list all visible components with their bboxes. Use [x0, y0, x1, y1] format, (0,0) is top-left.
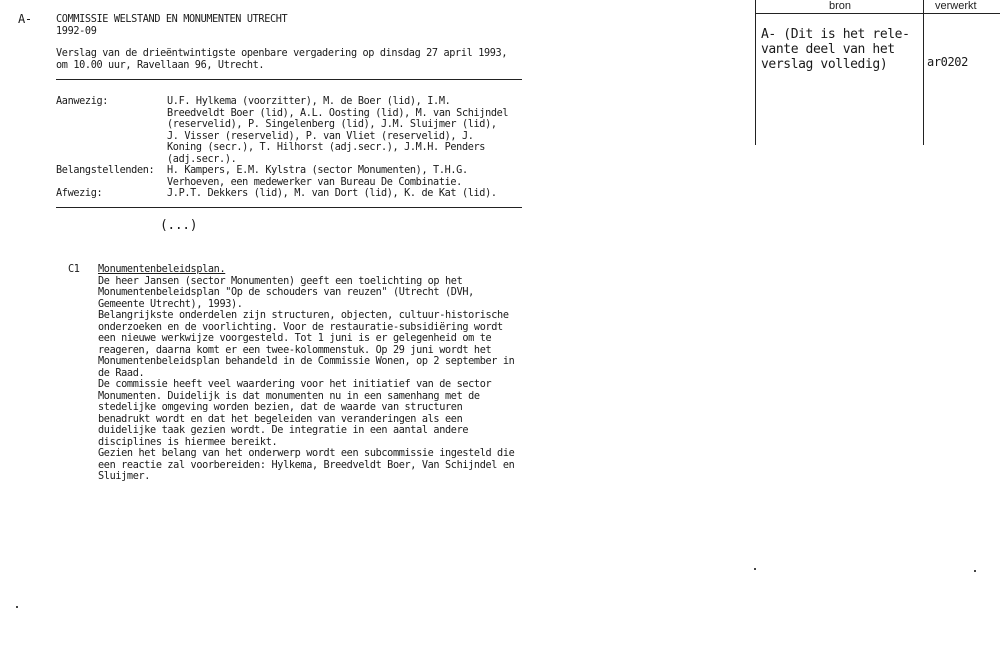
header-divider — [56, 79, 522, 80]
section-body — [98, 276, 514, 483]
body-line: Gemeente Utrecht), 1993). — [98, 298, 243, 310]
body-line: de Raad. — [98, 367, 145, 379]
body-line: Monumentenbeleidsplan "Op de schouders van reuzen" (Utrecht (DVH, — [98, 287, 474, 298]
side-table-left-border — [755, 0, 756, 145]
side-table-column-divider — [923, 0, 924, 145]
bron-note — [761, 27, 910, 72]
body-line: een reactie zal voorbereiden: Hylkema, Breedveldt Boer, Van Schijndel en — [98, 459, 515, 471]
scan-speck — [754, 568, 756, 570]
stakeholders-line: H. Kampers, E.M. Kylstra (sector Monumenten), T.H.G. — [167, 165, 468, 176]
body-line: Monumenten. Duidelijk is dat monumenten nu in een samenhang met de — [98, 390, 480, 402]
report-title-line-1: Verslag van de drieëntwintigste openbare vergadering op dinsdag 27 april 1993, — [56, 48, 508, 59]
stakeholders-list — [167, 165, 468, 188]
column-header-verwerkt: verwerkt — [935, 0, 977, 12]
body-line: duidelijke taak gezien wordt. De integratie in een aantal andere — [98, 425, 469, 436]
body-line: reageren, daarna komt er een twee-kolommenstuk. Op 29 juni wordt het — [98, 344, 492, 356]
attendance-divider — [56, 207, 522, 208]
committee-heading: COMMISSIE WELSTAND EN MONUMENTEN UTRECHT — [56, 14, 288, 25]
report-number: 1992-09 — [56, 26, 97, 37]
body-line: stedelijke omgeving worden bezien, dat de waarde van structuren — [98, 402, 463, 413]
body-line: Monumentenbeleidsplan behandeld in de Commissie Wonen, op 2 september in — [98, 356, 515, 367]
scan-speck — [974, 570, 976, 572]
present-line: (adj.secr.). — [167, 153, 237, 165]
present-line: Koning (secr.), T. Hilhorst (adj.secr.), J.M.H. Penders — [167, 142, 486, 153]
side-table-header-rule — [755, 13, 1000, 14]
body-line: disciplines is hiermee bereikt. — [98, 436, 278, 448]
omission-ellipsis: (...) — [160, 218, 198, 233]
present-line: J. Visser (reservelid), P. van Vliet (reservelid), J. — [167, 130, 474, 142]
stakeholders-line: Verhoeven, een medewerker van Bureau De Combinatie. — [167, 176, 462, 188]
present-line: U.F. Hylkema (voorzitter), M. de Boer (lid), I.M. — [167, 96, 451, 107]
column-header-bron: bron — [829, 0, 852, 12]
body-line: De commissie heeft veel waardering voor het initiatief van de sector — [98, 379, 492, 390]
report-title-line-2: om 10.00 uur, Ravellaan 96, Utrecht. — [56, 60, 265, 71]
body-line: De heer Jansen (sector Monumenten) geeft een toelichting op het — [98, 275, 463, 287]
body-line: benadrukt wordt en dat het begeleiden van veranderingen als een — [98, 413, 463, 425]
verwerkt-value: ar0202 — [927, 55, 968, 69]
body-line: Gezien het belang van het onderwerp wordt een subcommissie ingesteld die — [98, 448, 515, 459]
absent-line: J.P.T. Dekkers (lid), M. van Dort (lid), K. de Kat (lid). — [167, 188, 497, 199]
present-list — [167, 96, 508, 165]
scan-speck — [16, 606, 18, 608]
body-line: onderzoeken en de voorlichting. Voor de restauratie-subsidiëring wordt — [98, 321, 503, 333]
margin-mark: A- — [18, 12, 32, 26]
body-line: Sluijmer. — [98, 471, 151, 482]
bron-line: vante deel van het — [761, 42, 895, 57]
stakeholders-label: Belangstellenden: — [56, 165, 155, 176]
present-label: Aanwezig: — [56, 96, 109, 107]
bron-line: verslag volledig) — [761, 57, 888, 72]
section-title: Monumentenbeleidsplan. — [98, 264, 226, 275]
body-line: Belangrijkste onderdelen zijn structuren, objecten, cultuur-historische — [98, 310, 509, 321]
present-line: Breedveldt Boer (lid), A.L. Oosting (lid), M. van Schijndel — [167, 107, 509, 119]
bron-line: A- (Dit is het rele- — [761, 27, 910, 42]
section-code: C1 — [68, 264, 80, 275]
absent-list — [167, 188, 497, 200]
present-line: (reservelid), P. Singelenberg (lid), J.M. Sluijmer (lid), — [167, 119, 497, 130]
body-line: een nieuwe werkwijze voorgesteld. Tot 1 juni is er gelegenheid om te — [98, 333, 492, 344]
absent-label: Afwezig: — [56, 188, 103, 199]
